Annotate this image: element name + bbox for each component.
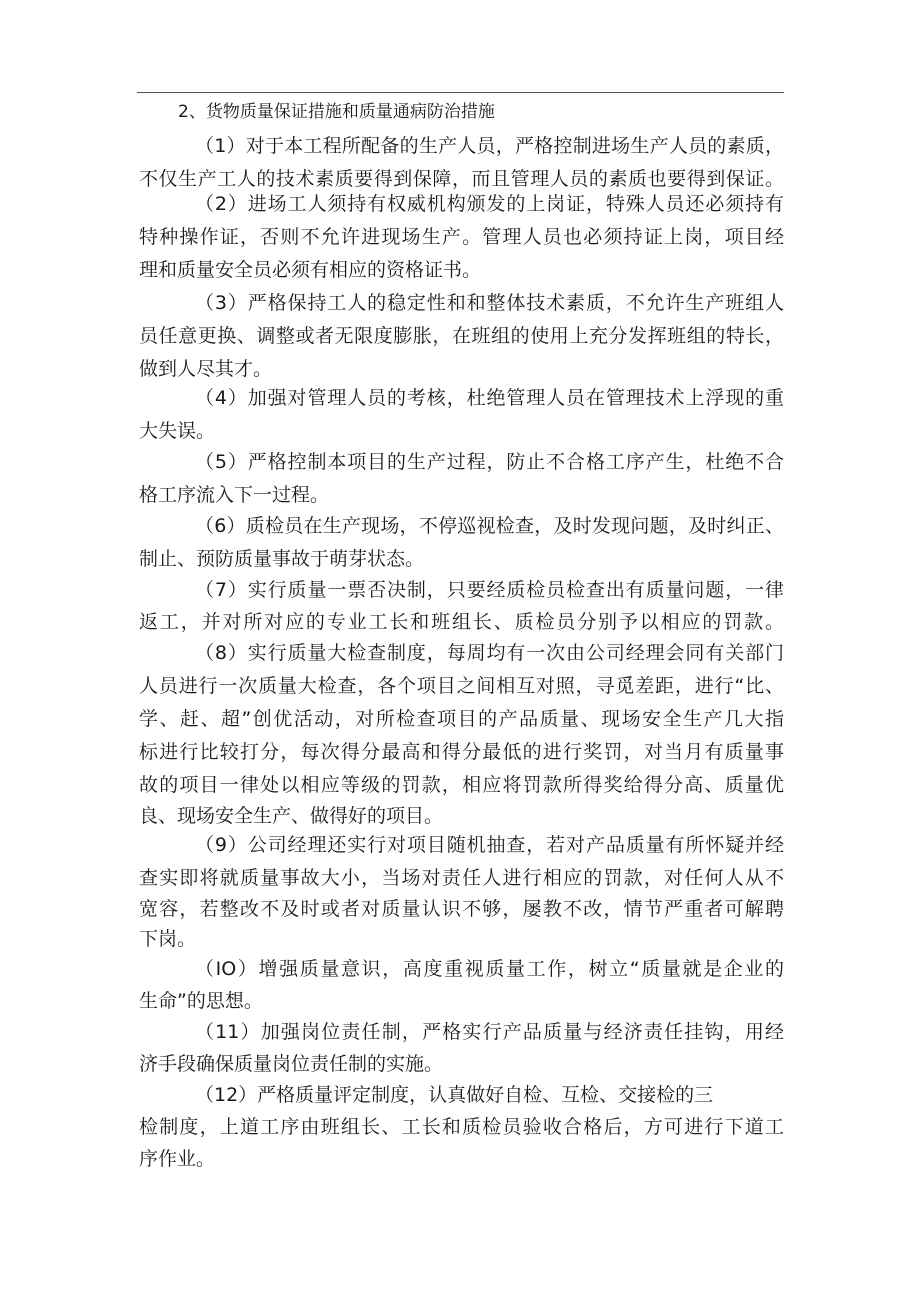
text-line: 格工序流入下一过程。 — [139, 484, 330, 506]
text-line: 学、赶、超”创优活动，对所检查项目的产品质量、现场安全生产几大指 — [139, 708, 784, 730]
text-line: 济手段确保质量岗位责任制的实施。 — [139, 1053, 444, 1075]
text-line: （5）严格控制本项目的生产过程，防止不合格工序产生，杜绝不合 — [195, 451, 784, 473]
text-line: 序作业。 — [139, 1148, 216, 1170]
text-line: 理和质量安全员必须有相应的资格证书。 — [139, 259, 482, 281]
text-line: 标进行比较打分，每次得分最高和得分最低的进行奖罚，对当月有质量事 — [139, 741, 784, 763]
text-line: 不仅生产工人的技术素质要得到保障，而且管理人员的素质也要得到保证。 — [139, 168, 784, 190]
text-line: （3）严格保持工人的稳定性和和整体技术素质，不允许生产班组人 — [195, 292, 784, 314]
text-line: 制止、预防质量事故于萌芽状态。 — [139, 548, 425, 570]
text-line: 生命”的思想。 — [139, 990, 263, 1012]
text-line: （4）加强对管理人员的考核，杜绝管理人员在管理技术上浮现的重 — [195, 387, 784, 409]
text-line: 人员进行一次质量大检查，各个项目之间相互对照，寻觅差距，进行“比、 — [139, 675, 784, 697]
text-line: 故的项目一律处以相应等级的罚款，相应将罚款所得奖给得分高、质量优 — [139, 774, 784, 796]
text-line: 检制度，上道工序由班组长、工长和质检员验收合格后，方可进行下道工 — [139, 1116, 784, 1138]
text-line: 员任意更换、调整或者无限度膨胀，在班组的使用上充分发挥班组的特长， — [139, 325, 784, 347]
text-line: （8）实行质量大检查制度，每周均有一次由公司经理会同有关部门 — [195, 642, 784, 664]
text-line: 宽容，若整改不及时或者对质量认识不够，屡教不改，情节严重者可解聘 — [139, 898, 784, 920]
text-line: 返工，并对所对应的专业工长和班组长、质检员分别予以相应的罚款。 — [139, 611, 784, 633]
text-line: （6）质检员在生产现场，不停巡视检查，及时发现问题，及时纠正、 — [195, 515, 784, 537]
text-line: （1）对于本工程所配备的生产人员，严格控制进场生产人员的素质， — [195, 135, 784, 157]
text-line: 查实即将就质量事故大小，当场对责任人进行相应的罚款，对任何人从不 — [139, 867, 784, 889]
text-line: （7）实行质量一票否决制，只要经质检员检查出有质量问题，一律 — [195, 579, 784, 601]
text-line: （12）严格质量评定制度，认真做好自检、互检、交接检的三 — [195, 1084, 714, 1106]
header-rule — [137, 92, 784, 93]
section-heading: 2、货物质量保证措施和质量通病防治措施 — [178, 102, 495, 122]
text-line: （11）加强岗位责任制，严格实行产品质量与经济责任挂钩，用经 — [195, 1021, 784, 1043]
text-line: 大失误。 — [139, 420, 216, 442]
text-line: 做到人尽其才。 — [139, 358, 273, 380]
text-line: （9）公司经理还实行对项目随机抽查，若对产品质量有所怀疑并经 — [195, 834, 784, 856]
text-line: 良、现场安全生产、做得好的项目。 — [139, 805, 444, 827]
text-line: （2）进场工人须持有权威机构颁发的上岗证，特殊人员还必须持有 — [195, 193, 784, 215]
text-line: （IO）增强质量意识，高度重视质量工作，树立“质量就是企业的 — [195, 958, 784, 980]
text-line: 下岗。 — [139, 928, 197, 950]
text-line: 特种操作证，否则不允许进现场生产。管理人员也必须持证上岗，项目经 — [139, 226, 784, 248]
